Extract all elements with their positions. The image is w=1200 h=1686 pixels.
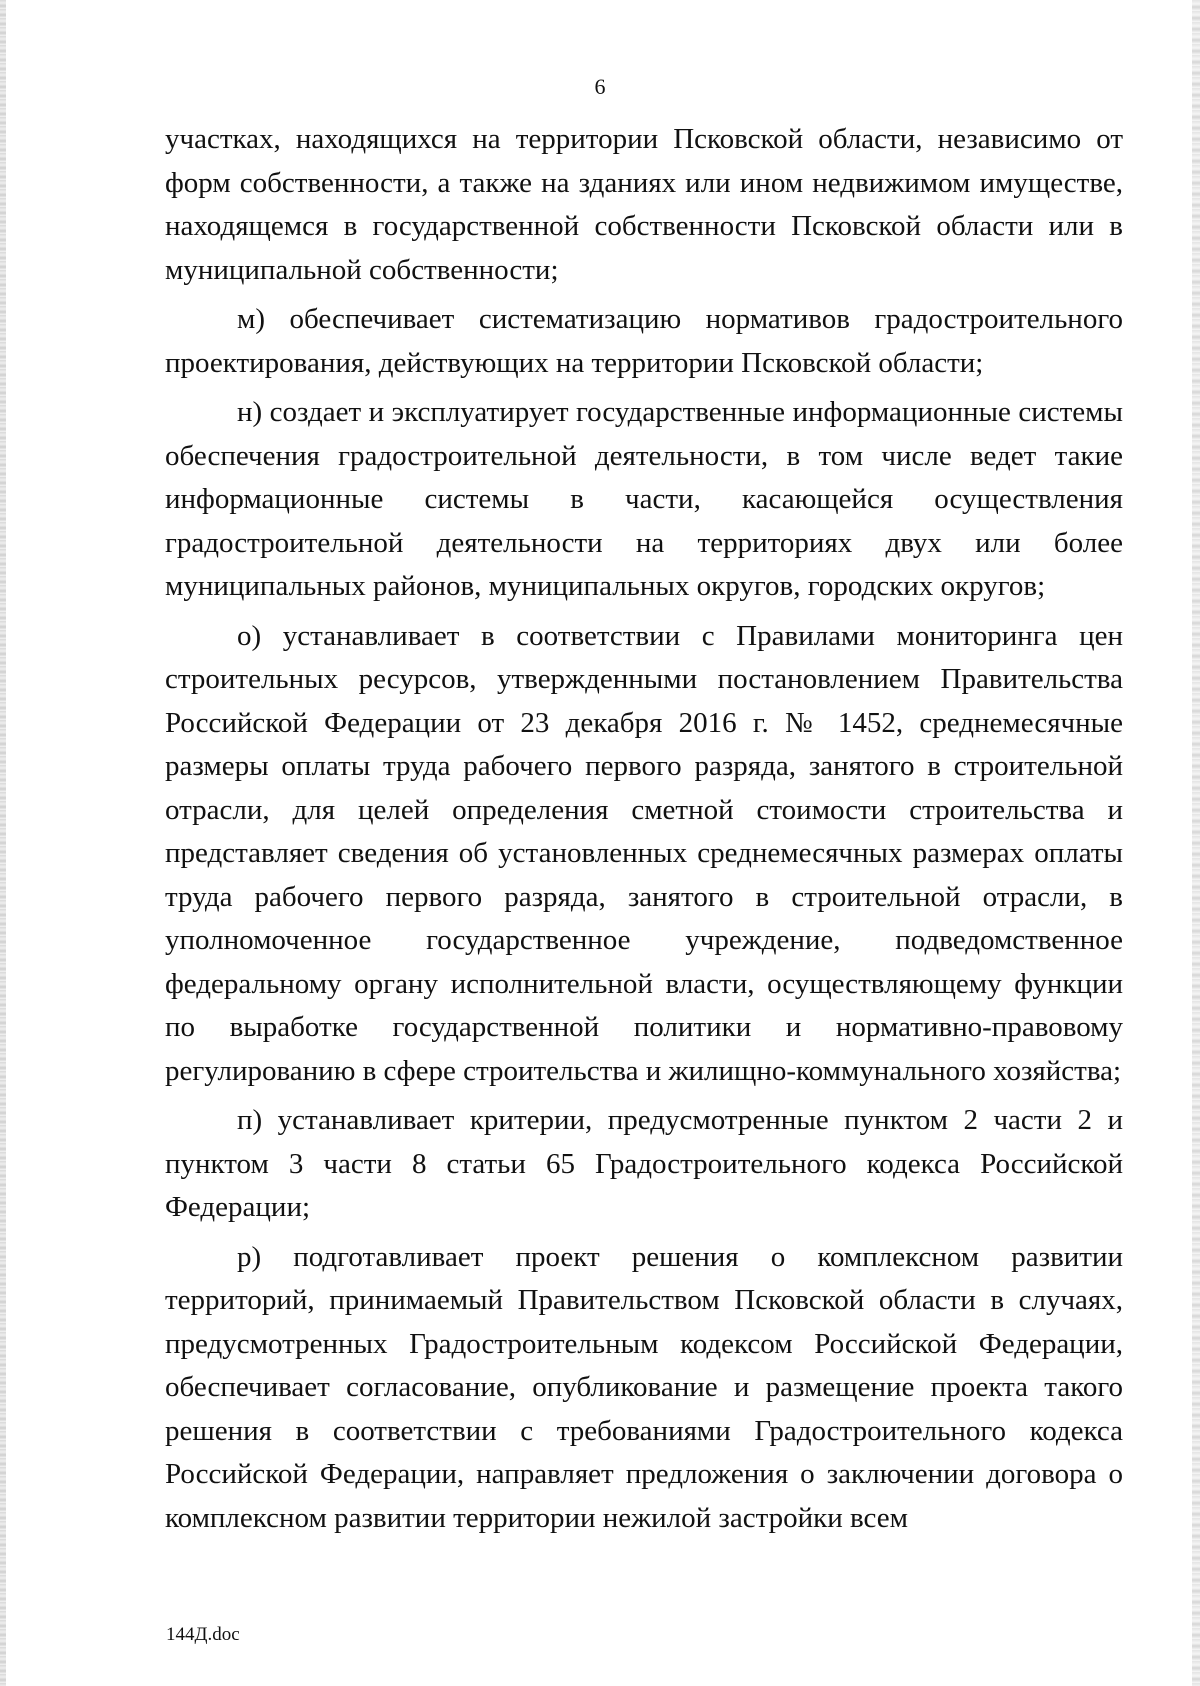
paragraph-item-n: н) создает и эксплуатирует государственные информационные системы обеспечения градостроительной деятельности, в том числе ведет такие информационные системы в части, касающейся осуществления градостроительной деятельности на территориях двух или более муниципальных районов, муниципальных округов, городских округов; [165, 396, 1123, 602]
paragraph-item-m: м) обеспечивает систематизацию нормативов градостроительного проектирования, действующих на территории Псковской области; [165, 303, 1123, 379]
footer-filename: 144Д.doc [166, 1624, 240, 1645]
scan-edge-left [0, 0, 6, 1686]
paragraph-item-o: о) устанавливает в соответствии с Правилами мониторинга цен строительных ресурсов, утвержденными постановлением Правительства Российской Федерации от 23 декабря 2016 г. № 1452, среднемесячные размеры оплаты труда рабочего первого разряда, занятого в строительной отрасли, для целей определения сметной стоимости строительства и представляет сведения об установленных среднемесячных размерах оплаты труда рабочего первого разряда, занятого в строительной отрасли, в уполномоченное государственное учреждение, подведомственное федеральному органу исполнительной власти, осуществляющему функции по выработке государственной политики и нормативно-правовому регулированию в сфере строительства и жилищно-коммунального хозяйства; [165, 619, 1123, 1087]
scan-edge-right [1192, 0, 1200, 1686]
document-body [165, 118, 1123, 1546]
page-number: 6 [594, 74, 606, 99]
paragraph-item-r: р) подготавливает проект решения о комплексном развитии территорий, принимаемый Правительством Псковской области в случаях, предусмотренных Градостроительным кодексом Российской Федерации, обеспечивает согласование, опубликование и размещение проекта такого решения в соответствии с требованиями Градостроительного кодекса Российской Федерации, направляет предложения о заключении договора о комплексном развитии территории нежилой застройки всем [165, 1240, 1123, 1534]
paragraph-item-p: п) устанавливает критерии, предусмотренные пунктом 2 части 2 и пунктом 3 части 8 статьи 65 Градостроительного кодекса Российской Федерации; [165, 1104, 1123, 1223]
paragraph-continuation: участках, находящихся на территории Псковской области, независимо от форм собственности, а также на зданиях или ином недвижимом имуществе, находящемся в государственной собственности Псковской области или в муниципальной собственности; [165, 123, 1123, 286]
